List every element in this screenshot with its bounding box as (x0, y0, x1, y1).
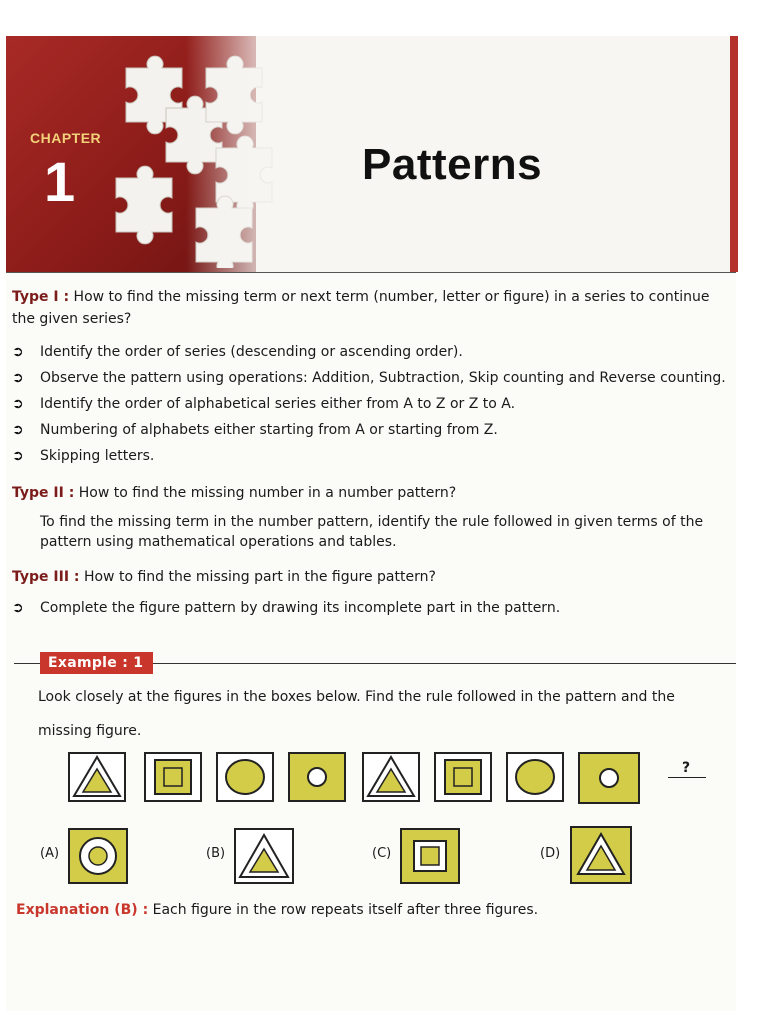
explanation-label: Explanation (B) : (16, 902, 149, 918)
missing-figure-mark: ? (682, 760, 691, 776)
type3-heading (12, 566, 732, 588)
sequence-box-filled-circle (288, 752, 346, 802)
triangle-icon (572, 828, 630, 882)
option-b-figure[interactable] (234, 828, 294, 884)
arrow-bullet-icon: ➲ (12, 370, 24, 386)
option-c-figure[interactable] (400, 828, 460, 884)
option-d-figure[interactable] (570, 826, 632, 884)
list-item: ➲ Observe the pattern using operations: Addition, Subtraction, Skip counting and Reverse counting. (12, 370, 726, 386)
type3-text: How to find the missing part in the figure pattern? (83, 569, 436, 585)
chapter-title: Patterns (362, 140, 543, 189)
list-item: ➲ Identify the order of series (descending or ascending order). (12, 344, 463, 360)
nested-triangle-icon (70, 754, 124, 800)
type1-label: Type I : (12, 289, 70, 305)
sequence-box-circle (216, 752, 274, 802)
concentric-circle-icon (70, 830, 126, 882)
sequence-box-square (434, 752, 492, 802)
sequence-box-circle (506, 752, 564, 802)
nested-triangle-icon (236, 830, 292, 882)
sequence-box-filled-circle (578, 752, 640, 804)
answer-blank-line (668, 777, 706, 778)
sequence-box-triangle (362, 752, 420, 802)
explanation-text: Each figure in the row repeats itself after three figures. (152, 902, 539, 918)
example-tag: Example : 1 (40, 652, 153, 674)
type1-text: How to find the missing term or next term (number, letter or figure) in a series to continue the given series? (12, 289, 710, 327)
sequence-box-triangle (68, 752, 126, 802)
type2-label: Type II : (12, 485, 75, 501)
list-item: ➲ Numbering of alphabets either starting from A or starting from Z. (12, 422, 498, 438)
type2-heading (12, 482, 732, 504)
option-b-label: (B) (206, 846, 226, 861)
puzzle-fade (186, 36, 356, 272)
circle-icon (218, 754, 272, 800)
arrow-bullet-icon: ➲ (12, 448, 24, 464)
nested-square-icon (402, 830, 458, 882)
chapter-label: CHAPTER (30, 130, 102, 146)
nested-square-icon (146, 754, 200, 800)
example-question: Look closely at the figures in the boxes below. Find the rule followed in the pattern and the missing figure. (38, 689, 675, 739)
arrow-bullet-icon: ➲ (12, 396, 24, 412)
type2-text: How to find the missing number in a number pattern? (78, 485, 457, 501)
explanation (16, 902, 538, 918)
nested-square-icon (436, 754, 490, 800)
small-circle-icon (290, 754, 344, 800)
type3-label: Type III : (12, 569, 80, 585)
sequence-box-square (144, 752, 202, 802)
banner-divider (6, 272, 736, 273)
chapter-banner (6, 36, 738, 272)
option-a-label: (A) (40, 846, 60, 861)
list-item: ➲ Skipping letters. (12, 448, 155, 464)
list-item: ➲ Complete the figure pattern by drawing its incomplete part in the pattern. (12, 600, 561, 616)
option-c-label: (C) (372, 846, 392, 861)
page (6, 36, 736, 1011)
arrow-bullet-icon: ➲ (12, 344, 24, 360)
option-d-label: (D) (540, 846, 561, 861)
arrow-bullet-icon: ➲ (12, 422, 24, 438)
nested-triangle-icon (364, 754, 418, 800)
circle-icon (508, 754, 562, 800)
list-item: ➲ Identify the order of alphabetical series either from A to Z or Z to A. (12, 396, 516, 412)
arrow-bullet-icon: ➲ (12, 600, 24, 616)
list-item: To find the missing term in the number pattern, identify the rule followed in given terms of the pattern using mathematical operations and tables. (12, 512, 740, 552)
small-circle-icon (580, 754, 638, 802)
arrow-bullet-icon (12, 512, 30, 532)
type1-heading (12, 286, 732, 330)
option-a-figure[interactable] (68, 828, 128, 884)
chapter-number: 1 (44, 150, 76, 213)
